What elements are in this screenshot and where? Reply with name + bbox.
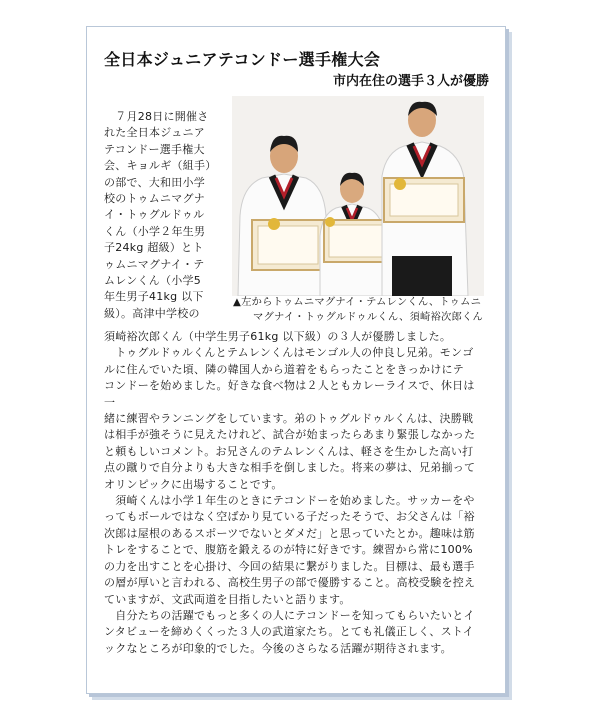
- text-line: 須崎くんは小学１年生のときにテコンドーを始めました。サッカーをや: [104, 494, 475, 508]
- text-line: ムレンくん（小学5: [104, 274, 201, 288]
- text-line: れた全日本ジュニア: [104, 126, 206, 140]
- text-line: テコンドー選手権大: [104, 142, 205, 156]
- text-line: ックなところが印象的でした。今後のさらなる活躍が期待されます。: [104, 641, 452, 655]
- text-line: ゥムニマグナイ・テ: [104, 257, 205, 271]
- text-line: ていますが、文武両道を目指したいと語ります。: [104, 592, 351, 606]
- article-title: 全日本ジュニアテコンドー選手権大会: [104, 50, 381, 69]
- text-line: 子24kg 超級）とト: [104, 241, 204, 255]
- text-line: オリンピックに出場することです。: [104, 477, 283, 491]
- text-line: の層が厚いと言われる、高校生男子の部で優勝すること。高校受験を控え: [104, 576, 476, 590]
- text-line: は相手が強そうに見えたけれど、試合が始まったらあまり緊張しなかった: [104, 428, 476, 442]
- athletes-photo: [232, 96, 484, 296]
- text-line: コンドーを始めました。好きな食べ物は２人ともカレーライスで、休日は一: [104, 379, 475, 409]
- text-line: 校のトゥムニマグナ: [104, 192, 205, 206]
- text-line: くん（小学２年生男: [104, 224, 206, 238]
- left-column-text: [104, 109, 239, 322]
- text-line: の力を出すことを心掛け、今回の結果に繋がりました。目標は、最も選手: [104, 559, 475, 573]
- text-line: トレをすることで、腹筋を鍛えるのが特に好きです。練習から常に100%: [104, 543, 473, 557]
- text-line: 会、キョルギ（組手）: [104, 159, 217, 173]
- text-line: ルに住んでいた頃、隣の韓国人から道着をもらったことをきっかけにテ: [104, 362, 464, 376]
- text-line: の部で、大和田小学: [104, 175, 206, 189]
- text-line: ンタビューを締めくくった３人の武道家たち。とても礼儀正しく、ストイ: [104, 625, 474, 639]
- text-line: 須崎裕次郎くん（中学生男子61kg 以下級）の３人が優勝しました。: [104, 330, 452, 343]
- text-line: ってもボールではなく空ばかり見ている子だったそうで、お父さんは「裕: [104, 510, 475, 524]
- article-subtitle: 市内在住の選手３人が優勝: [332, 74, 489, 89]
- text-line: ７月28日に開催さ: [104, 110, 209, 123]
- athletes-photo-illustration: [232, 96, 484, 296]
- text-line: 点の蹴りで自分よりも大きな相手を倒しました。将来の夢は、兄弟揃って: [104, 461, 476, 475]
- text-line: 級）。高津中学校の: [104, 306, 200, 320]
- caption-line: ▲左からトゥムニマグナイ・テムレンくん、トゥムニ: [233, 296, 482, 308]
- text-line: イ・トゥグルドゥル: [104, 208, 205, 222]
- text-line: 自分たちの活躍でもっと多くの人にテコンドーを知ってもらいたいとイ: [104, 608, 475, 622]
- caption-line: マグナイ・トゥグルドゥルくん、須崎裕次郎くん: [253, 311, 484, 323]
- text-line: と頼もしいコメント。お兄さんのテムレンくんは、軽さを生かした高い打: [104, 444, 474, 458]
- body-text: [104, 329, 484, 657]
- text-line: 次郎は屋根のあるスポーツでないとダメだ」と思っていたとか。趣味は筋: [104, 526, 475, 540]
- photo-caption: [233, 295, 485, 325]
- text-line: 年生男子41kg 以下: [104, 290, 204, 304]
- text-line: 緒に練習やランニングをしています。弟のトゥグルドゥルくんは、決勝戦: [104, 412, 474, 426]
- text-line: トゥグルドゥルくんとテムレンくんはモンゴル人の仲良し兄弟。モンゴ: [104, 346, 474, 360]
